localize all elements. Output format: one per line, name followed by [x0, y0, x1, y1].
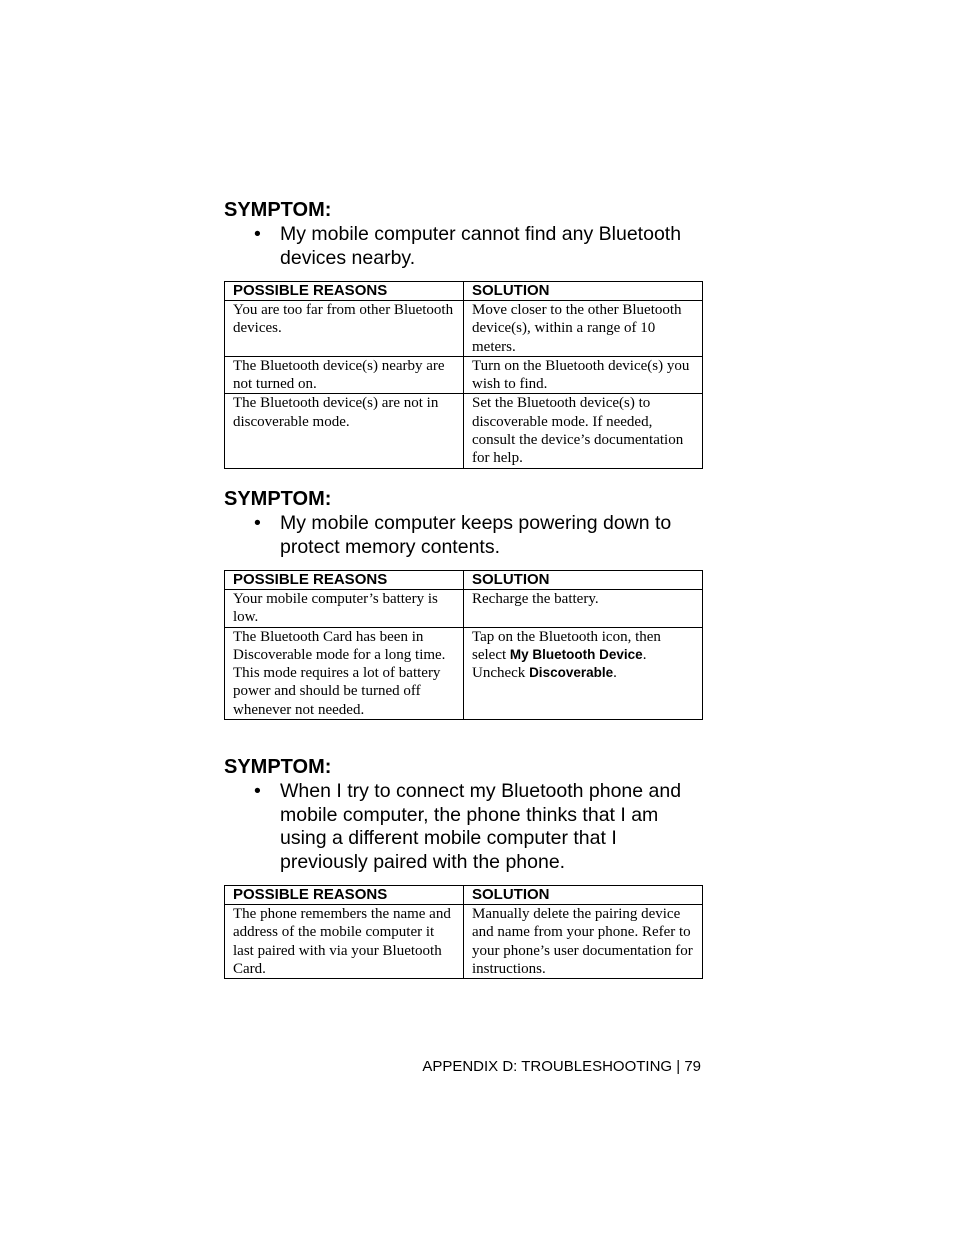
bullet-icon: •	[254, 780, 261, 802]
solution-text: Tap on the Bluetooth icon, then select	[472, 628, 661, 663]
reason-cell: You are too far from other Bluetooth devices.	[225, 301, 464, 357]
reason-cell: The Bluetooth device(s) are not in discoverable mode.	[225, 394, 464, 468]
ui-term-discoverable: Discoverable	[529, 665, 614, 681]
table-row	[225, 394, 703, 468]
column-header-solution: SOLUTION	[464, 886, 703, 905]
solution-cell: Turn on the Bluetooth device(s) you wish to find.	[464, 356, 703, 394]
table-row	[225, 590, 703, 628]
table-header-row	[225, 571, 703, 590]
solution-cell: Set the Bluetooth device(s) to discoverable mode. If needed, consult the device’s documentation for help.	[464, 394, 703, 468]
reason-cell: The phone remembers the name and address of the mobile computer it last paired with via your Bluetooth Card.	[225, 905, 464, 979]
reason-cell: Your mobile computer’s battery is low.	[225, 590, 464, 628]
solution-cell	[464, 627, 703, 719]
symptom-description	[224, 780, 702, 874]
column-header-solution: SOLUTION	[464, 571, 703, 590]
solution-text: .	[613, 665, 617, 682]
table-row	[225, 627, 703, 719]
table-row	[225, 905, 703, 979]
troubleshooting-table-3	[224, 885, 703, 979]
symptom-text: My mobile computer keeps powering down to protect memory contents.	[280, 512, 672, 558]
column-header-solution: SOLUTION	[464, 282, 703, 301]
table-header-row	[225, 886, 703, 905]
symptom-heading: SYMPTOM:	[224, 488, 332, 510]
symptom-section-3	[224, 755, 702, 874]
page-footer: APPENDIX D: TROUBLESHOOTING | 79	[422, 1058, 701, 1075]
ui-term-my-bluetooth-device: My Bluetooth Device	[509, 646, 643, 662]
table-header-row	[225, 282, 703, 301]
solution-text: . Uncheck	[472, 646, 647, 682]
table-row	[225, 301, 703, 357]
symptom-section-2	[224, 487, 702, 559]
bullet-icon: •	[254, 512, 261, 534]
reason-cell: The Bluetooth device(s) nearby are not turned on.	[225, 356, 464, 394]
symptom-text: When I try to connect my Bluetooth phone and mobile computer, the phone thinks that I am using a different mobile computer that I previously paired with the phone.	[280, 780, 682, 873]
column-header-reasons: POSSIBLE REASONS	[225, 282, 464, 301]
symptom-text: My mobile computer cannot find any Bluetooth devices nearby.	[280, 223, 682, 269]
solution-cell: Move closer to the other Bluetooth device(s), within a range of 10 meters.	[464, 301, 703, 357]
troubleshooting-table-1	[224, 281, 703, 469]
table-row	[225, 356, 703, 394]
solution-cell: Manually delete the pairing device and name from your phone. Refer to your phone’s user documentation for instructions.	[464, 905, 703, 979]
symptom-description	[224, 512, 702, 559]
column-header-reasons: POSSIBLE REASONS	[225, 886, 464, 905]
bullet-icon: •	[254, 223, 261, 245]
symptom-section-1	[224, 198, 702, 270]
symptom-heading: SYMPTOM:	[224, 199, 332, 221]
symptom-description	[224, 223, 702, 270]
reason-cell: The Bluetooth Card has been in Discoverable mode for a long time. This mode requires a lot of battery power and should be turned off whenever not needed.	[225, 627, 464, 719]
troubleshooting-table-2	[224, 570, 703, 720]
symptom-heading: SYMPTOM:	[224, 756, 332, 778]
column-header-reasons: POSSIBLE REASONS	[225, 571, 464, 590]
solution-cell: Recharge the battery.	[464, 590, 703, 628]
